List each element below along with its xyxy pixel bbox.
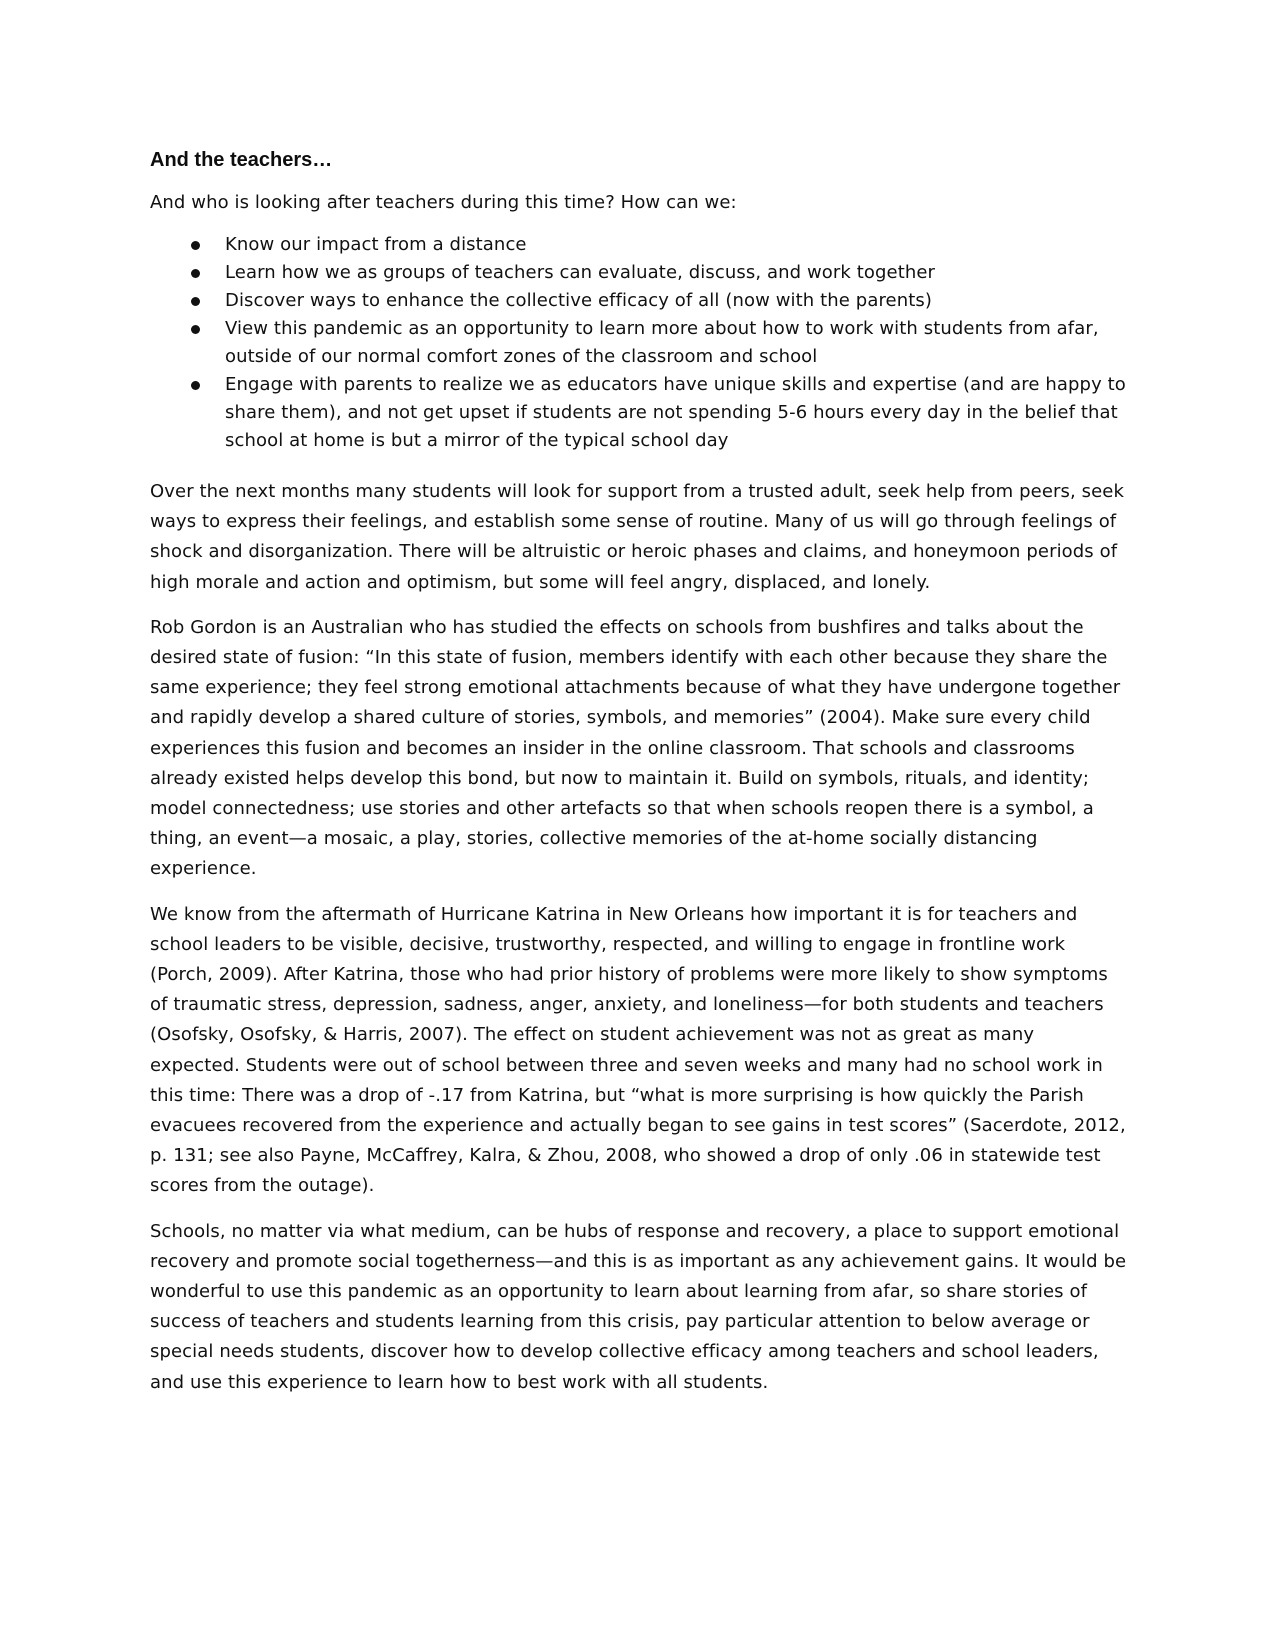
bullet-item [150, 287, 1128, 315]
bullet-text: Learn how we as groups of teachers can evaluate, discuss, and work together [225, 262, 936, 283]
bullet-list [150, 231, 1128, 455]
bullet-text: Discover ways to enhance the collective efficacy of all (now with the parents) [225, 290, 932, 311]
bullet-text: Know our impact from a distance [225, 234, 527, 255]
intro-paragraph: And who is looking after teachers during this time? How can we: [150, 192, 737, 213]
body-paragraph-schools: Schools, no matter via what medium, can be hubs of response and recovery, a place to support emotional recovery and promote social togetherness—and this is as important as any achievement gains. It would be wonderful to use this pandemic as an opportunity to learn about learning from afar, so share stories of success of teachers and students learning from this crisis, pay particular attention to below average or special needs students, discover how to develop collective efficacy among teachers and school leaders, and use this experience to learn how to best work with all students. [150, 1220, 1127, 1393]
bullet-dot-icon [191, 325, 200, 334]
body-paragraph-fusion: Rob Gordon is an Australian who has studied the effects on schools from bushfires and talks about the desired state of fusion: “In this state of fusion, members identify with each other because they share the same experience; they feel strong emotional attachments because of what they have undergone together and rapidly develop a shared culture of stories, symbols, and memories” (2004). Make sure every child experiences this fusion and becomes an insider in the online classroom. That schools and classrooms already existed helps develop this bond, but now to maintain it. Build on symbols, rituals, and identity; model connectedness; use stories and other artefacts so that when schools reopen there is a symbol, a thing, an event—a mosaic, a play, stories, collective memories of the at-home socially distancing experience. [150, 616, 1121, 880]
bullet-dot-icon [191, 381, 200, 390]
bullet-text: Engage with parents to realize we as educators have unique skills and expertise (and are happy to share them), and not get upset if students are not spending 5-6 hours every day in the belief that school at home is but a mirror of the typical school day [225, 374, 1126, 451]
bullet-dot-icon [191, 269, 200, 278]
bullet-item [150, 315, 1128, 371]
bullet-item [150, 259, 1128, 287]
body-paragraph-months: Over the next months many students will look for support from a trusted adult, seek help from peers, seek ways to express their feelings, and establish some sense of routine. Many of us will go through feelings of shock and disorganization. There will be altruistic or heroic phases and claims, and honeymoon periods of high morale and action and optimism, but some will feel angry, displaced, and lonely. [150, 481, 1124, 593]
body-paragraph-katrina: We know from the aftermath of Hurricane Katrina in New Orleans how important it is for teachers and school leaders to be visible, decisive, trustworthy, respected, and willing to engage in frontline work (Porch, 2009). After Katrina, those who had prior history of problems were more likely to show symptoms of traumatic stress, depression, sadness, anger, anxiety, and loneliness—for both students and teachers (Osofsky, Osofsky, & Harris, 2007). The effect on student achievement was not as great as many expected. Students were out of school between three and seven weeks and many had no school work in this time: There was a drop of -.17 from Katrina, but “what is more surprising is how quickly the Parish evacuees recovered from the experience and actually began to see gains in test scores” (Sacerdote, 2012, p. 131; see also Payne, McCaffrey, Kalra, & Zhou, 2008, who showed a drop of only .06 in statewide test scores from the outage). [150, 903, 1126, 1197]
bullet-item [150, 371, 1128, 455]
bullet-dot-icon [191, 297, 200, 306]
document-body [150, 146, 1128, 1413]
bullet-item [150, 231, 1128, 259]
section-heading: And the teachers… [150, 149, 333, 171]
bullet-dot-icon [191, 241, 200, 250]
bullet-text: View this pandemic as an opportunity to learn more about how to work with students from afar, outside of our normal comfort zones of the classroom and school [225, 318, 1099, 367]
